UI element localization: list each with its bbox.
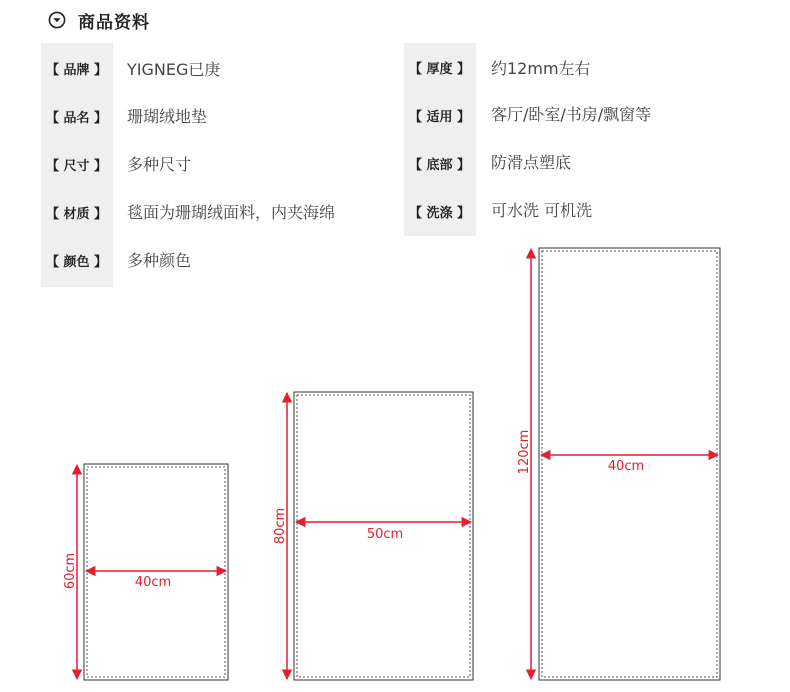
spec-value: 约12mm左右 [491,59,591,78]
width-label: 50cm [366,527,404,542]
mat-outline [84,464,228,680]
height-label: 80cm [273,507,288,545]
spec-label: 【 品牌 】 [46,63,108,78]
spec-value: 毯面为珊瑚绒面料，内夹海绵 [127,203,336,222]
height-label: 60cm [63,552,78,590]
width-label: 40cm [607,459,645,474]
spec-label: 【 适用 】 [409,110,471,125]
mat-40x120 [517,248,720,680]
mat-40x60 [63,464,228,680]
spec-value: 多种颜色 [127,251,192,270]
spec-value: 多种尺寸 [127,155,192,174]
spec-label: 【 洗涤 】 [409,206,471,221]
spec-value: 防滑点塑底 [491,153,572,172]
mat-50x80 [273,392,473,680]
width-label: 40cm [134,575,172,590]
section-title: 商品资料 [78,12,150,33]
spec-label: 【 厚度 】 [409,62,471,77]
spec-value: 客厅/卧室/书房/飘窗等 [491,105,652,124]
spec-label: 【 品名 】 [46,111,108,126]
height-label: 120cm [517,429,532,475]
spec-label: 【 颜色 】 [46,255,108,270]
spec-label: 【 材质 】 [46,207,108,222]
spec-label: 【 尺寸 】 [46,159,108,174]
spec-value: YIGNEG已庚 [127,60,221,79]
spec-value: 可水洗 可机洗 [491,201,593,220]
spec-value: 珊瑚绒地垫 [127,107,208,126]
spec-label: 【 底部 】 [409,158,471,173]
